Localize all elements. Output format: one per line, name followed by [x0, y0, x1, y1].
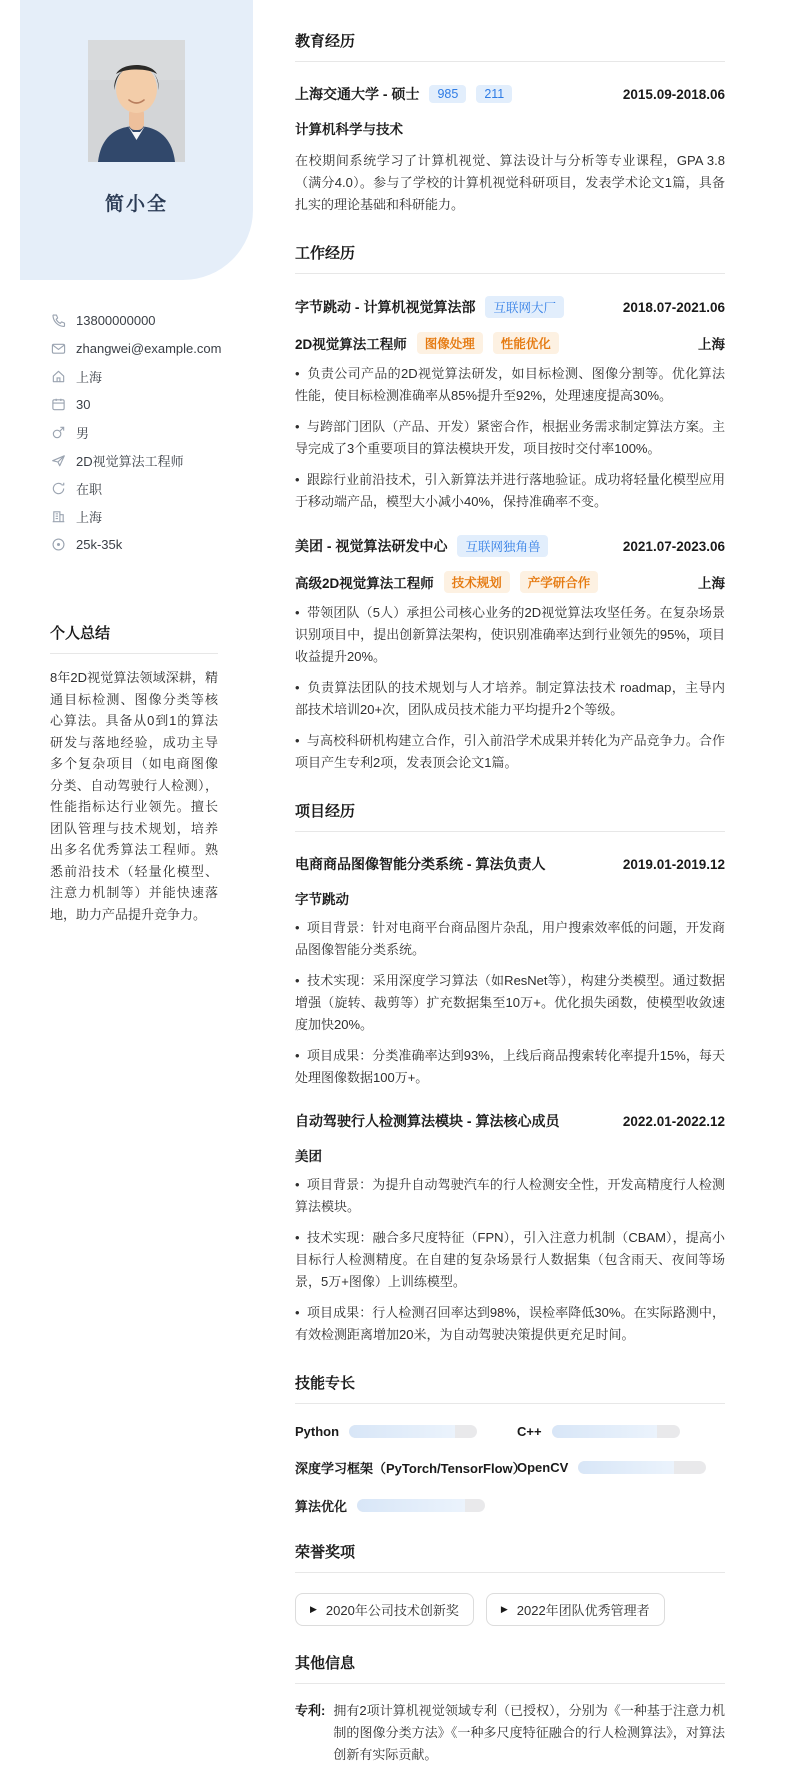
project-name: 电商商品图像智能分类系统 - 算法负责人 — [295, 856, 546, 872]
project-bullet — [295, 1174, 725, 1218]
job-role-tag: 图像处理 — [417, 332, 483, 354]
patent-text: 拥有2项计算机视觉领域专利（已授权），分别为《一种基于注意力机制的图像分类方法》《一种多尺度特征融合的行人检测算法》，对算法创新有实际贡献。 — [333, 1703, 725, 1762]
skill-bar — [357, 1499, 485, 1512]
project-entry-header — [295, 1111, 725, 1131]
job-role-tag: 性能优化 — [493, 332, 559, 354]
school-badge-985: 985 — [429, 85, 466, 103]
contact-phone-value: 13800000000 — [76, 312, 156, 328]
job-bullet — [295, 602, 725, 668]
job-bullet — [295, 469, 725, 513]
home-icon — [50, 368, 66, 384]
job-bullet-text: 与跨部门团队（产品、开发）紧密合作，根据业务需求制定算法方案。主导完成了3个重要项目的算法模块开发，项目按时交付率100%。 — [295, 419, 725, 456]
age-icon — [50, 396, 66, 412]
section-work — [295, 242, 725, 774]
contact-phone — [50, 306, 230, 334]
skill-label: Python — [295, 1424, 340, 1439]
education-major: 计算机科学与技术 — [295, 122, 403, 137]
project-company: 美团 — [295, 1149, 322, 1164]
school-badge-211: 211 — [476, 85, 512, 103]
bullet-dot-icon: • — [295, 680, 300, 695]
job-bullet-text: 带领团队（5人）承担公司核心业务的2D视觉算法攻坚任务。在复杂场景识别项目中，提出创新算法架构，使识别准确率达到行业领先的95%，项目收益提升20%。 — [295, 605, 725, 664]
school-name: 上海交通大学 - 硕士 — [295, 86, 420, 102]
section-honors — [295, 1541, 725, 1626]
job-company: 美团 - 视觉算法研发中心 — [295, 538, 448, 554]
skill-bar-fill — [552, 1425, 657, 1438]
job-role-row — [295, 332, 725, 354]
bullet-dot-icon: • — [295, 1305, 300, 1320]
job-date: 2021.07-2023.06 — [622, 538, 725, 554]
skill-label: 深度学习框架（PyTorch/TensorFlow） — [295, 1461, 526, 1476]
project-bullet — [295, 970, 725, 1036]
section-other-info — [295, 1652, 725, 1766]
project-company: 字节跳动 — [295, 892, 349, 907]
contact-list — [50, 306, 230, 558]
contact-location — [50, 362, 230, 390]
contact-email — [50, 334, 230, 362]
personal-summary-section — [50, 622, 218, 925]
job-intention-icon — [50, 452, 66, 468]
contact-job-intention-value: 2D视觉算法工程师 — [76, 453, 184, 469]
bullet-dot-icon: • — [295, 472, 300, 487]
bullet-dot-icon: • — [295, 973, 300, 988]
skill-bar-fill — [349, 1425, 455, 1438]
sidebar — [0, 0, 295, 1792]
education-title: 教育经历 — [295, 30, 725, 62]
skill-label: C++ — [517, 1424, 542, 1439]
project-bullet-text: 项目成果：行人检测召回率达到98%，误检率降低30%。在实际路测中，有效检测距离增加20米，为自动驾驶决策提供更充足时间。 — [295, 1305, 725, 1342]
bullet-dot-icon: • — [295, 733, 300, 748]
project-bullet-text: 项目背景：为提升自动驾驶汽车的行人检测安全性，开发高精度行人检测算法模块。 — [295, 1177, 725, 1214]
job-location: 上海 — [698, 337, 725, 352]
contact-age — [50, 390, 230, 418]
skill-bar — [349, 1425, 477, 1438]
contact-salary-value: 25k-35k — [76, 536, 123, 552]
honor-tag-label: 2020年公司技术创新奖 — [325, 1603, 459, 1618]
contact-job-status — [50, 474, 230, 502]
project-date: 2019.01-2019.12 — [622, 856, 725, 872]
education-entry-header — [295, 84, 725, 104]
contact-job-intention — [50, 446, 230, 474]
education-description: 在校期间系统学习了计算机视觉、算法设计与分析等专业课程，GPA 3.8（满分4.0）。参与了学校的计算机视觉科研项目，发表学术论文1篇，具备扎实的理论基础和科研能力。 — [295, 153, 725, 212]
profile-panel — [20, 0, 253, 280]
skill-opencv — [517, 1458, 725, 1477]
skill-label: OpenCV — [517, 1460, 569, 1475]
job-role: 高级2D视觉算法工程师 — [295, 576, 434, 591]
project-entry — [295, 1111, 725, 1346]
triangle-icon: ▶ — [500, 1604, 508, 1614]
job-company-tag: 互联网独角兽 — [457, 535, 548, 557]
job-company: 字节跳动 - 计算机视觉算法部 — [295, 299, 476, 315]
contact-age-value: 30 — [76, 396, 91, 412]
project-entry-header — [295, 854, 725, 874]
city-icon — [50, 508, 66, 524]
project-bullet — [295, 1302, 725, 1346]
job-role-tag: 产学研合作 — [520, 571, 599, 593]
skill-algorithm-optimization — [295, 1496, 517, 1515]
job-entry-header — [295, 296, 725, 318]
project-bullet — [295, 1045, 725, 1089]
honor-tag — [486, 1593, 665, 1626]
other-info-title: 其他信息 — [295, 1652, 725, 1684]
work-title: 工作经历 — [295, 242, 725, 274]
contact-salary — [50, 530, 230, 558]
phone-icon — [50, 312, 66, 328]
skill-bar — [552, 1425, 680, 1438]
contact-gender-value: 男 — [76, 425, 90, 441]
bullet-dot-icon: • — [295, 419, 300, 434]
contact-job-status-value: 在职 — [76, 481, 103, 497]
skill-cpp — [517, 1424, 725, 1439]
job-bullet — [295, 730, 725, 774]
project-bullet-text: 项目成果：分类准确率达到93%，上线后商品搜索转化率提升15%，每天处理图像数据100万+。 — [295, 1048, 725, 1085]
section-projects — [295, 800, 725, 1346]
project-bullet — [295, 917, 725, 961]
job-entry-header — [295, 535, 725, 557]
honor-tag-label: 2022年团队优秀管理者 — [516, 1603, 650, 1618]
skills-title: 技能专长 — [295, 1372, 725, 1404]
gender-icon — [50, 424, 66, 440]
project-bullet-text: 技术实现：采用深度学习算法（如ResNet等），构建分类模型。通过数据增强（旋转、裁剪等）扩充数据集至10万+。优化损失函数，使模型收敛速度加快20%。 — [295, 973, 725, 1032]
skills-grid — [295, 1424, 725, 1515]
skill-label: 算法优化 — [295, 1499, 348, 1514]
education-date: 2015.09-2018.06 — [622, 86, 725, 102]
bullet-dot-icon: • — [295, 366, 300, 381]
triangle-icon: ▶ — [310, 1604, 317, 1614]
patent-block — [295, 1700, 725, 1766]
mail-icon — [50, 340, 66, 356]
job-role-tag: 技术规划 — [444, 571, 510, 593]
bullet-dot-icon: • — [295, 920, 300, 935]
job-entry — [295, 296, 725, 513]
section-skills — [295, 1372, 725, 1515]
contact-email-value: zhangwei@example.com — [76, 340, 222, 356]
project-bullet — [295, 1227, 725, 1293]
honor-tag — [295, 1593, 474, 1626]
profile-photo — [88, 40, 185, 162]
job-bullet-text: 负责公司产品的2D视觉算法研发，如目标检测、图像分割等。优化算法性能，使目标检测准确率从85%提升至92%，处理速度提高30%。 — [295, 366, 725, 403]
project-date: 2022.01-2022.12 — [622, 1113, 725, 1129]
job-company-tag: 互联网大厂 — [485, 296, 564, 318]
contact-city — [50, 502, 230, 530]
skill-bar-fill — [357, 1499, 465, 1512]
skill-bar-fill — [578, 1461, 674, 1474]
job-bullet-text: 跟踪行业前沿技术，引入新算法并进行落地验证。成功将轻量化模型应用于移动端产品，模型大小减小40%，保持准确率不变。 — [295, 472, 725, 509]
patent-label: 专利: — [295, 1703, 326, 1718]
salary-icon — [50, 536, 66, 552]
project-entry — [295, 854, 725, 1089]
honor-tags-row — [295, 1593, 725, 1626]
project-name: 自动驾驶行人检测算法模块 - 算法核心成员 — [295, 1113, 560, 1129]
skill-python — [295, 1424, 517, 1439]
personal-summary-title: 个人总结 — [50, 622, 218, 654]
honors-title: 荣誉奖项 — [295, 1541, 725, 1573]
skill-bar — [578, 1461, 706, 1474]
bullet-dot-icon: • — [295, 1177, 300, 1192]
bullet-dot-icon: • — [295, 1048, 300, 1063]
contact-city-value: 上海 — [76, 509, 103, 525]
contact-gender — [50, 418, 230, 446]
bullet-dot-icon: • — [295, 1230, 300, 1245]
job-bullet — [295, 677, 725, 721]
job-bullet — [295, 416, 725, 460]
job-bullet-text: 负责算法团队的技术规划与人才培养。制定算法技术 roadmap，主导内部技术培训20+次，团队成员技术能力平均提升2个等级。 — [295, 680, 725, 717]
job-role-row — [295, 571, 725, 593]
project-bullet-text: 项目背景：针对电商平台商品图片杂乱，用户搜索效率低的问题，开发商品图像智能分类系统。 — [295, 920, 725, 957]
projects-title: 项目经历 — [295, 800, 725, 832]
job-location: 上海 — [698, 576, 725, 591]
skill-dl-framework — [295, 1458, 526, 1477]
main-column — [295, 0, 725, 1792]
project-bullet-text: 技术实现：融合多尺度特征（FPN），引入注意力机制（CBAM），提高小目标行人检测精度。在自建的复杂场景行人数据集（包含雨天、夜间等场景，5万+图像）上训练模型。 — [295, 1230, 725, 1289]
portrait-illustration — [88, 40, 185, 162]
bullet-dot-icon: • — [295, 605, 300, 620]
job-date: 2018.07-2021.06 — [622, 299, 725, 315]
job-bullet — [295, 363, 725, 407]
personal-summary-text: 8年2D视觉算法领域深耕，精通目标检测、图像分类等核心算法。具备从0到1的算法研发与落地经验，成功主导多个复杂项目（如电商图像分类、自动驾驶行人检测），性能指标达行业领先。擅长团队管理与技术规划，培养出多名优秀算法工程师。熟悉前沿技术（轻量化模型、注意力机制等）并能快速落地，助力产品提升竞争力。 — [50, 670, 218, 922]
job-entry — [295, 535, 725, 774]
job-bullet-text: 与高校科研机构建立合作，引入前沿学术成果并转化为产品竞争力。合作项目产生专利2项，发表顶会论文1篇。 — [295, 733, 725, 770]
job-role: 2D视觉算法工程师 — [295, 337, 407, 352]
section-education — [295, 30, 725, 216]
contact-location-value: 上海 — [76, 369, 103, 385]
candidate-name: 简小全 — [104, 194, 168, 215]
job-status-icon — [50, 480, 66, 496]
